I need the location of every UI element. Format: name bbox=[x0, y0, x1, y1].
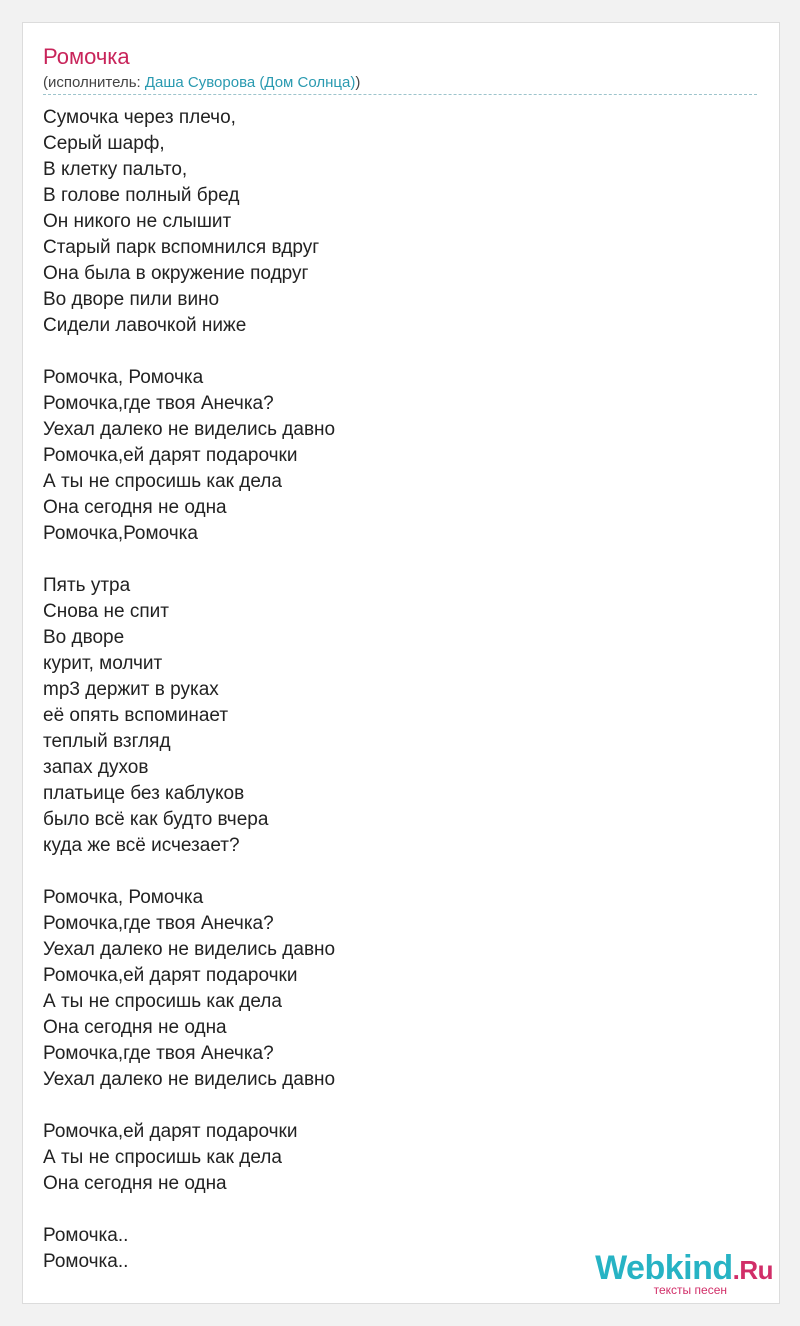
lyric-line: Ромочка, Ромочка bbox=[43, 887, 204, 908]
lyric-line: Во дворе bbox=[43, 627, 125, 648]
lyric-line: Он никого не слышит bbox=[43, 211, 232, 232]
logo-wordmark bbox=[595, 1251, 773, 1287]
lyric-line: Снова не спит bbox=[43, 601, 169, 622]
lyric-line: Старый парк вспомнился вдруг bbox=[43, 237, 320, 258]
stanza-break bbox=[43, 1093, 759, 1119]
performer-line bbox=[43, 74, 360, 92]
lyric-line: Она сегодня не одна bbox=[43, 497, 227, 518]
lyric-line: Ромочка,ей дарят подарочки bbox=[43, 965, 298, 986]
lyric-line: Ромочка,где твоя Анечка? bbox=[43, 913, 274, 934]
performer-link[interactable]: Даша Суворова (Дом Солнца) bbox=[144, 74, 356, 91]
lyric-line: платьице без каблуков bbox=[43, 783, 245, 804]
lyric-line: Серый шарф, bbox=[43, 133, 165, 154]
lyrics-card bbox=[22, 22, 780, 1304]
stanza-break bbox=[43, 547, 759, 573]
lyric-line: Она была в окружение подруг bbox=[43, 263, 309, 284]
lyric-line: Уехал далеко не виделись давно bbox=[43, 939, 336, 960]
logo-main-text: Webkind bbox=[595, 1249, 733, 1287]
lyric-line: Ромочка,ей дарят подарочки bbox=[43, 1121, 298, 1142]
lyric-line: Ромочка, Ромочка bbox=[43, 367, 204, 388]
lyric-line: Уехал далеко не виделись давно bbox=[43, 1069, 336, 1090]
lyric-line: запах духов bbox=[43, 757, 149, 778]
lyrics-body bbox=[43, 105, 759, 1275]
lyric-line: Сумочка через плечо, bbox=[43, 107, 236, 128]
lyric-line: Ромочка,где твоя Анечка? bbox=[43, 1043, 274, 1064]
lyric-line: Во дворе пили вино bbox=[43, 289, 220, 310]
lyric-line: куда же всё исчезает? bbox=[43, 835, 240, 856]
lyric-line: mp3 держит в руках bbox=[43, 679, 219, 700]
lyric-line: Ромочка,Ромочка bbox=[43, 523, 198, 544]
divider bbox=[43, 94, 757, 95]
lyric-line: А ты не спросишь как дела bbox=[43, 471, 282, 492]
logo-tagline: тексты песен bbox=[653, 1283, 727, 1297]
stanza-break bbox=[43, 859, 759, 885]
lyric-line: Ромочка,ей дарят подарочки bbox=[43, 445, 298, 466]
lyric-line: теплый взгляд bbox=[43, 731, 171, 752]
lyric-line: Уехал далеко не виделись давно bbox=[43, 419, 336, 440]
lyric-line: Ромочка.. bbox=[43, 1251, 129, 1272]
lyric-line: А ты не спросишь как дела bbox=[43, 1147, 282, 1168]
lyric-line: В клетку пальто, bbox=[43, 159, 188, 180]
lyric-line: Ромочка.. bbox=[43, 1225, 129, 1246]
lyric-line: А ты не спросишь как дела bbox=[43, 991, 282, 1012]
lyric-line: Пять утра bbox=[43, 575, 131, 596]
lyric-line: курит, молчит bbox=[43, 653, 163, 674]
song-title: Ромочка bbox=[43, 44, 130, 69]
lyric-line: Она сегодня не одна bbox=[43, 1173, 227, 1194]
lyric-line: В голове полный бред bbox=[43, 185, 240, 206]
lyric-line: Ромочка,где твоя Анечка? bbox=[43, 393, 274, 414]
site-logo[interactable] bbox=[595, 1251, 773, 1297]
performer-suffix: ) bbox=[355, 74, 361, 91]
lyric-line: её опять вспоминает bbox=[43, 705, 229, 726]
performer-prefix: (исполнитель: bbox=[43, 74, 145, 91]
lyric-line: было всё как будто вчера bbox=[43, 809, 269, 830]
lyric-line: Сидели лавочкой ниже bbox=[43, 315, 247, 336]
logo-tld: .Ru bbox=[732, 1255, 773, 1285]
stanza-break bbox=[43, 1197, 759, 1223]
stanza-break bbox=[43, 339, 759, 365]
lyric-line: Она сегодня не одна bbox=[43, 1017, 227, 1038]
